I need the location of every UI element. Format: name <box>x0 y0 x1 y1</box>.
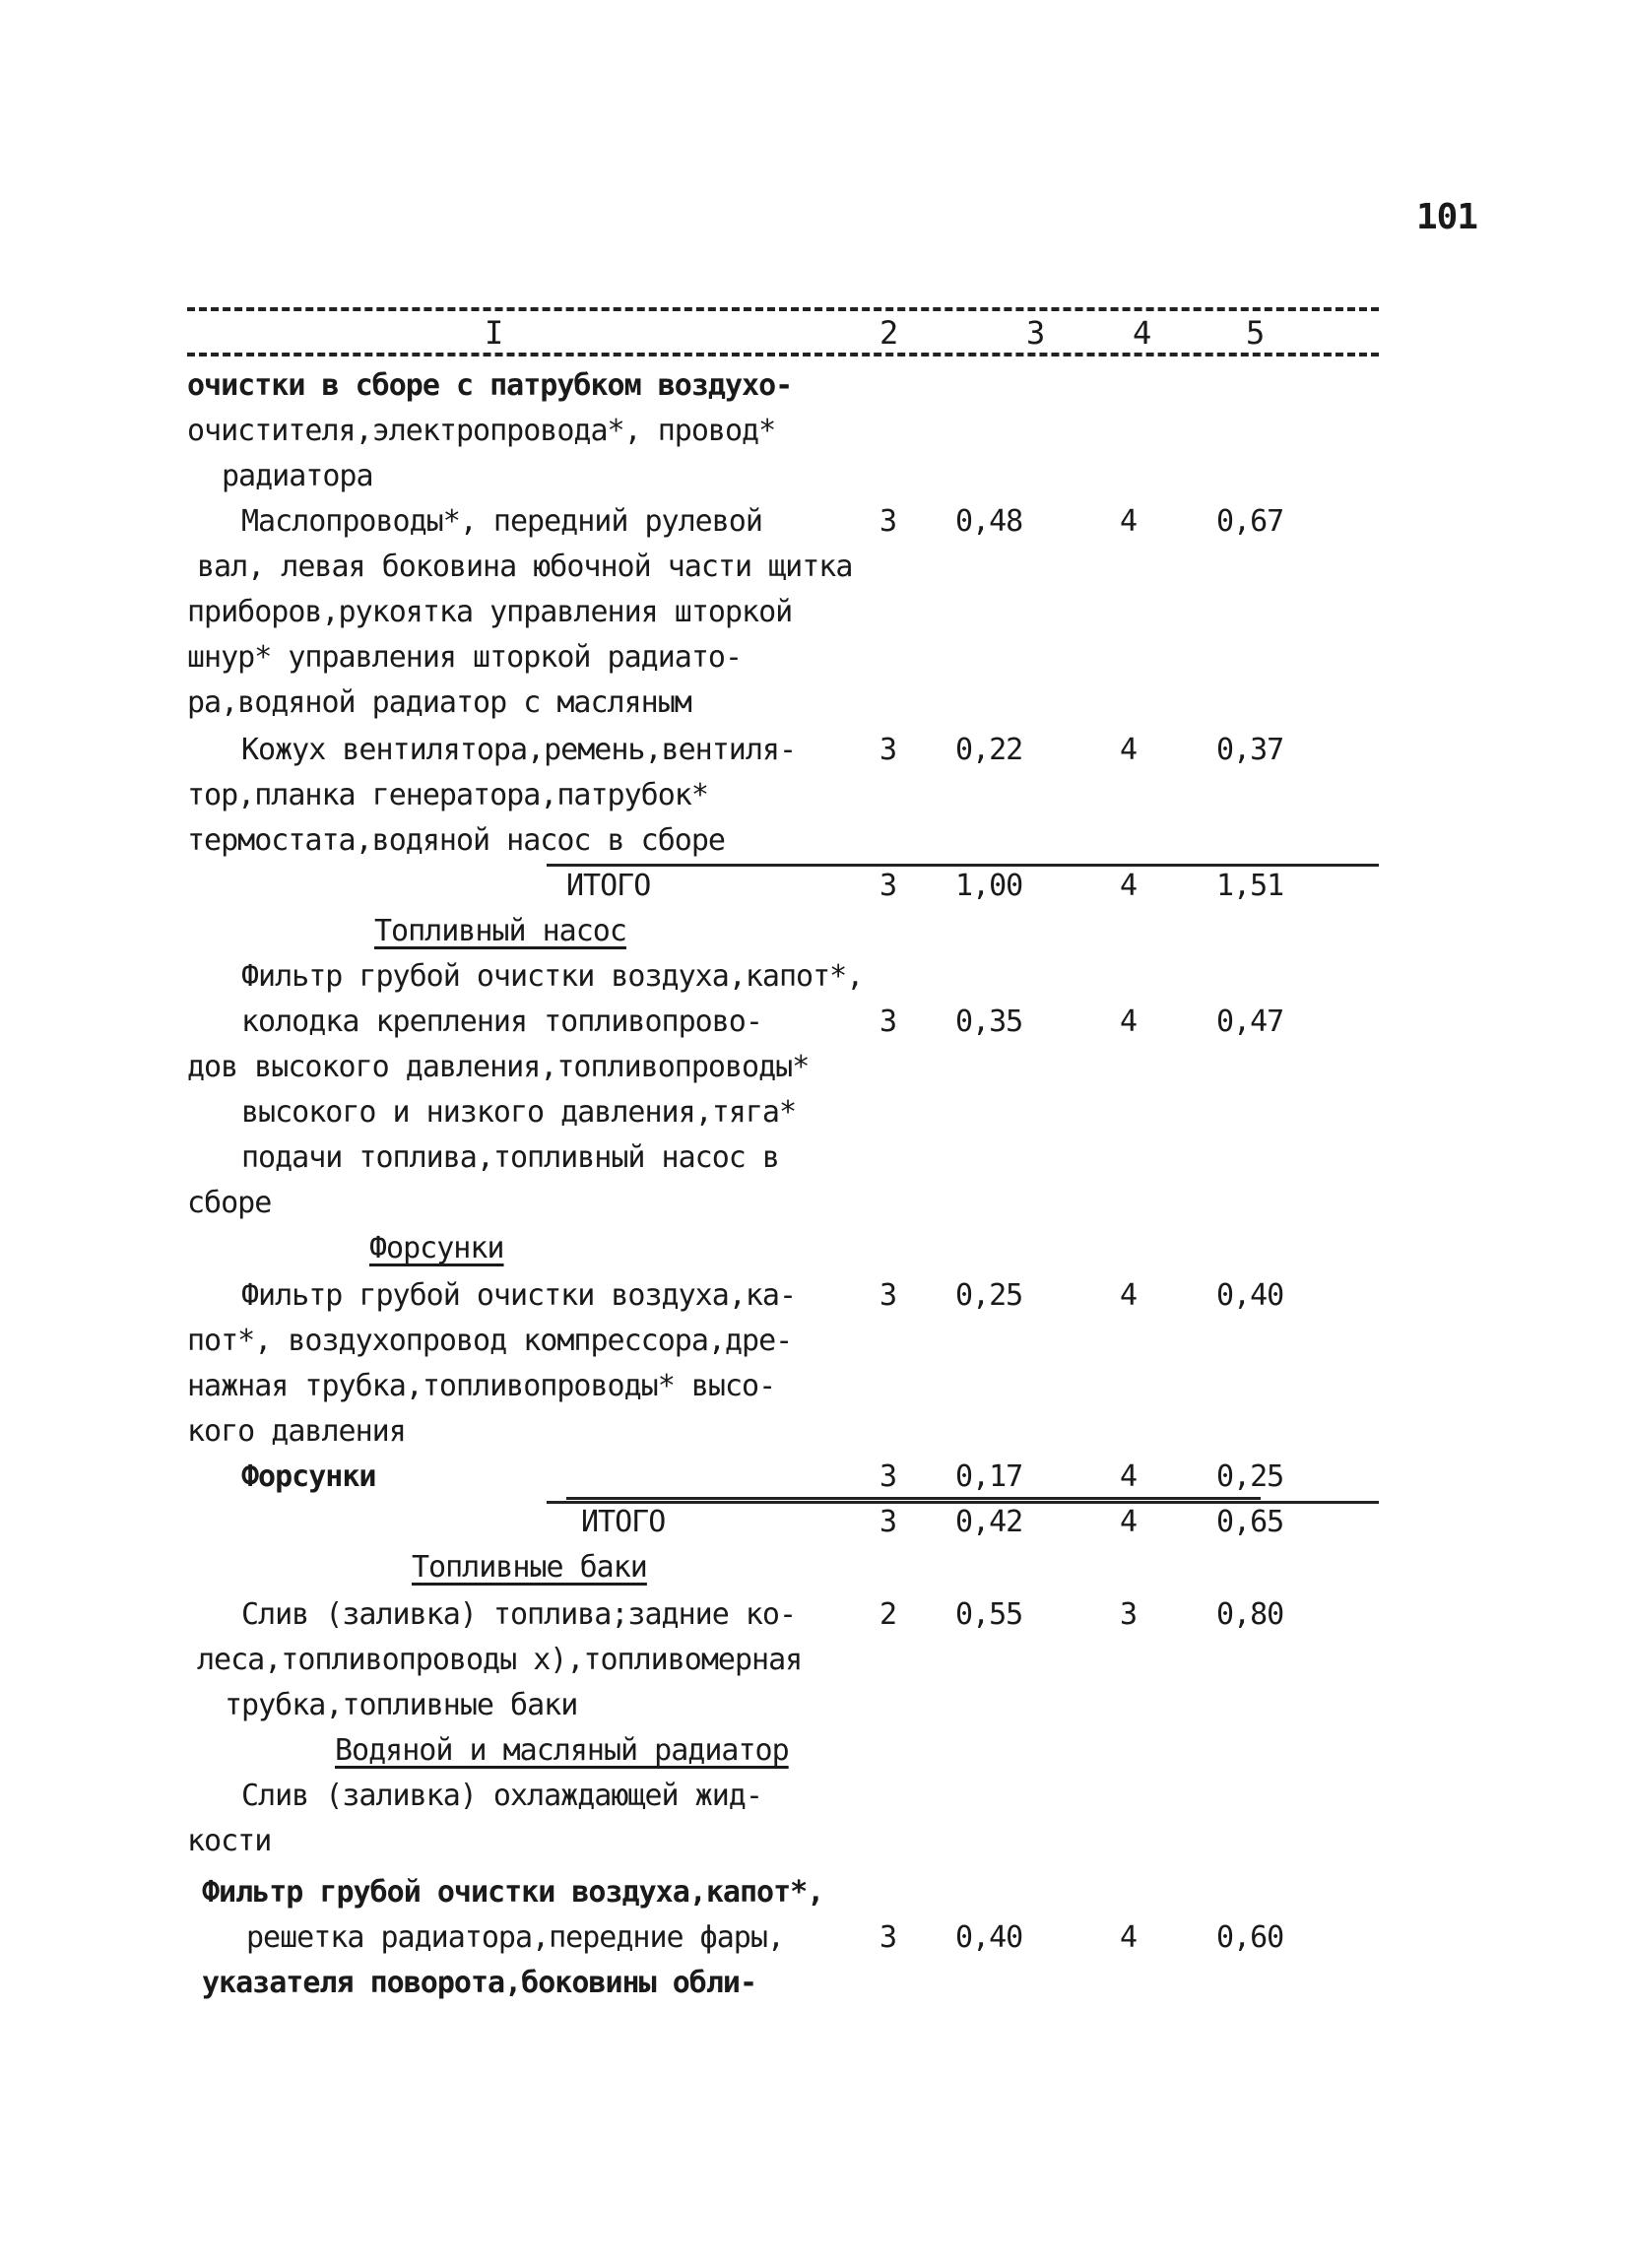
header-top-dashed-rule <box>187 307 1379 311</box>
subtotal-rule <box>566 1497 1261 1500</box>
text-line: дов высокого давления,топливопроводы* <box>187 1050 810 1084</box>
text-line: вал, левая боковина юбочной части щитка <box>197 550 853 584</box>
row-6-col-4: 4 <box>1120 1459 1138 1494</box>
row-3-col-3: 1,00 <box>955 869 1023 903</box>
text-line: указателя поворота,боковины обли- <box>202 1966 757 2000</box>
text-line: высокого и низкого давления,тяга* <box>241 1095 797 1130</box>
row-7-col-2: 3 <box>879 1505 897 1539</box>
row-7-col-4: 4 <box>1120 1505 1138 1539</box>
row-3-col-2: 3 <box>879 869 897 903</box>
row-4-col-4: 4 <box>1120 1004 1138 1039</box>
row-9-col-5: 0,60 <box>1216 1920 1284 1955</box>
row-8-col-4: 3 <box>1120 1597 1138 1632</box>
row-3-col-4: 4 <box>1120 869 1138 903</box>
text-line: тор,планка генератора,патрубок* <box>187 778 708 812</box>
row-4-col-3: 0,35 <box>955 1004 1023 1039</box>
row-1-col-5: 0,67 <box>1216 504 1284 539</box>
row-9-col-2: 3 <box>879 1920 897 1955</box>
header-col-1: I <box>485 314 503 352</box>
row-4-col-5: 0,47 <box>1216 1004 1284 1039</box>
text-line: леса,топливопроводы х),топливомерная <box>197 1643 803 1677</box>
row-1-col-4: 4 <box>1120 504 1138 539</box>
text-line: кости <box>187 1824 272 1858</box>
row-3-col-5: 1,51 <box>1216 869 1284 903</box>
row-2-col-3: 0,22 <box>955 733 1023 767</box>
row-7-col-5: 0,65 <box>1216 1505 1284 1539</box>
text-line: нажная трубка,топливопроводы* высо- <box>187 1369 776 1403</box>
text-line: Слив (заливка) топлива;задние ко- <box>241 1597 797 1632</box>
header-col-4: 4 <box>1133 314 1151 352</box>
row-8-col-5: 0,80 <box>1216 1597 1284 1632</box>
text-line: трубка,топливные баки <box>225 1688 578 1722</box>
row-6-col-2: 3 <box>879 1459 897 1494</box>
row-2-col-2: 3 <box>879 733 897 767</box>
text-line: Слив (заливка) охлаждающей жид- <box>241 1779 762 1813</box>
text-line: колодка крепления топливопрово- <box>241 1004 762 1039</box>
text-line: Маслопроводы*, передний рулевой <box>241 504 762 539</box>
row-6-col-5: 0,25 <box>1216 1459 1284 1494</box>
row-5-col-2: 3 <box>879 1278 897 1313</box>
header-col-3: 3 <box>1026 314 1045 352</box>
row-5-col-4: 4 <box>1120 1278 1138 1313</box>
section-title: Форсунки <box>369 1231 504 1265</box>
text-line: решетка радиатора,передние фары, <box>246 1920 784 1955</box>
text-line: шнур* управления шторкой радиато- <box>187 640 743 675</box>
text-line: Форсунки <box>241 1459 376 1494</box>
row-5-col-5: 0,40 <box>1216 1278 1284 1313</box>
row-8-col-2: 2 <box>879 1597 897 1632</box>
text-line: Кожух вентилятора,ремень,вентиля- <box>241 733 797 767</box>
row-5-col-3: 0,25 <box>955 1278 1023 1313</box>
row-1-col-2: 3 <box>879 504 897 539</box>
row-4-col-2: 3 <box>879 1004 897 1039</box>
text-line: кого давления <box>187 1414 406 1449</box>
text-line: подачи топлива,топливный насос в <box>241 1140 779 1175</box>
text-line: Фильтр грубой очистки воздуха,капот*, <box>241 959 864 994</box>
total-label: ИТОГО <box>566 869 651 903</box>
row-8-col-3: 0,55 <box>955 1597 1023 1632</box>
text-line: Фильтр грубой очистки воздуха,капот*, <box>202 1875 824 1910</box>
text-line: приборов,рукоятка управления шторкой <box>187 595 793 629</box>
text-line: очистителя,электропровода*, провод* <box>187 414 776 448</box>
header-col-5: 5 <box>1246 314 1265 352</box>
section-title: Водяной и масляный радиатор <box>335 1733 789 1768</box>
row-9-col-4: 4 <box>1120 1920 1138 1955</box>
row-7-col-3: 0,42 <box>955 1505 1023 1539</box>
text-line: сборе <box>187 1186 272 1220</box>
row-6-col-3: 0,17 <box>955 1459 1023 1494</box>
text-line: очистки в сборе с патрубком воздухо- <box>187 368 793 403</box>
page-number: 101 <box>1416 197 1478 237</box>
row-2-col-4: 4 <box>1120 733 1138 767</box>
text-line: Фильтр грубой очистки воздуха,ка- <box>241 1278 797 1313</box>
header-bottom-dashed-rule <box>187 353 1379 356</box>
row-1-col-3: 0,48 <box>955 504 1023 539</box>
row-9-col-3: 0,40 <box>955 1920 1023 1955</box>
section-title: Топливные баки <box>412 1550 647 1585</box>
text-line: ра,водяной радиатор с масляным <box>187 685 691 720</box>
total-label: ИТОГО <box>581 1505 666 1539</box>
header-col-2: 2 <box>879 314 898 352</box>
text-line: радиатора <box>222 459 373 493</box>
text-line: пот*, воздухопровод компрессора,дре- <box>187 1324 793 1358</box>
row-2-col-5: 0,37 <box>1216 733 1284 767</box>
section-title: Топливный насос <box>374 914 626 948</box>
text-line: термостата,водяной насос в сборе <box>187 823 725 858</box>
